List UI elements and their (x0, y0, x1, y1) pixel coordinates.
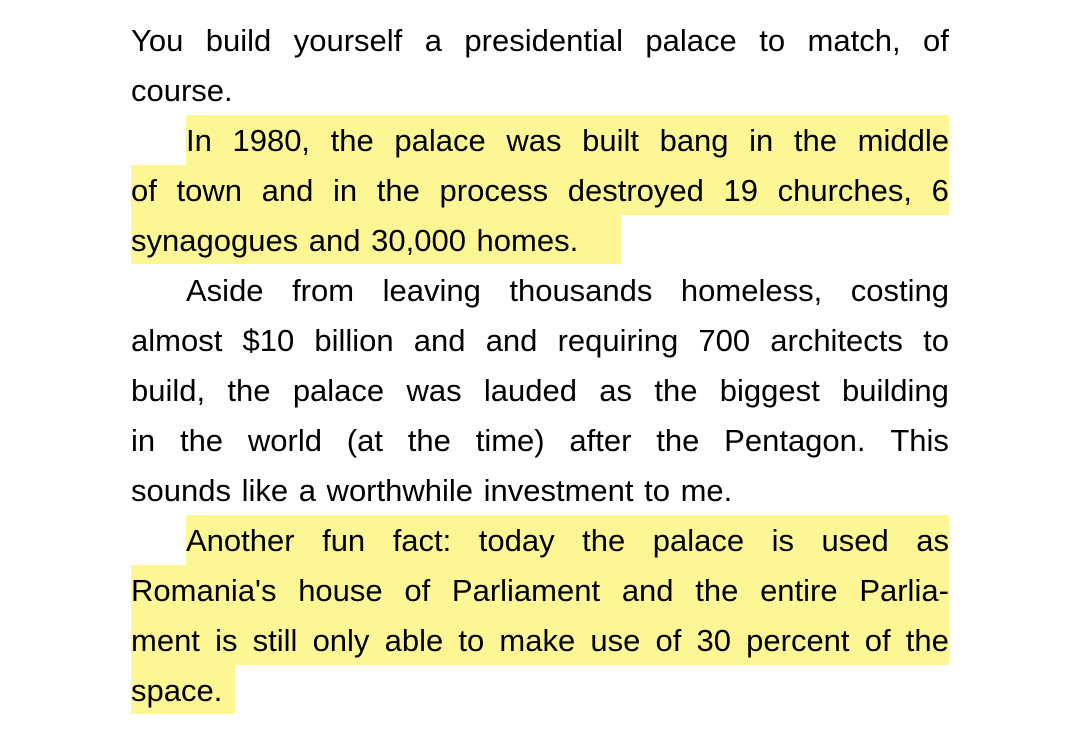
word: the (376, 173, 420, 208)
word: requiring (557, 323, 679, 358)
word: 6 (931, 173, 949, 208)
word: was (406, 373, 462, 408)
text-line (186, 266, 949, 316)
word: the (582, 523, 626, 558)
word: build (205, 23, 272, 58)
highlighted-text-line: synagogues and 30,000 homes. (131, 223, 579, 258)
word: ment (131, 623, 200, 658)
word: the (330, 123, 374, 158)
word: able (384, 623, 444, 658)
word: to (759, 23, 786, 58)
word: Aside (186, 273, 264, 308)
text-line: course. (131, 73, 233, 108)
word: $10 (242, 323, 295, 358)
word: the (654, 373, 698, 408)
word: build, (131, 373, 206, 408)
word: palace (394, 123, 486, 158)
word: world (247, 423, 322, 458)
word: still (252, 623, 298, 658)
word: the (905, 623, 949, 658)
word: built (582, 123, 639, 158)
word: This (890, 423, 949, 458)
word: 1980, (232, 123, 311, 158)
word: presidential (464, 23, 623, 58)
word: homeless, (680, 273, 823, 308)
word: In (186, 123, 212, 158)
word: 700 (698, 323, 751, 358)
highlighted-text-line (131, 166, 949, 216)
word: 19 (723, 173, 758, 208)
word: and (621, 573, 674, 608)
word: as (916, 523, 949, 558)
word: the (179, 423, 224, 458)
word: is (215, 623, 238, 658)
word: Pentagon. (724, 423, 866, 458)
word: (at (346, 423, 383, 458)
word: the (793, 123, 838, 158)
word: as (599, 373, 633, 408)
text-line (131, 416, 949, 466)
word: Another (186, 523, 295, 558)
word: biggest (719, 373, 820, 408)
text-line (131, 316, 949, 366)
highlighted-text-line (131, 616, 949, 666)
word: process (439, 173, 549, 208)
word: a (424, 23, 442, 58)
word: and (485, 323, 538, 358)
text-line (131, 366, 949, 416)
word: in (749, 123, 774, 158)
word: match, (807, 23, 901, 58)
word: thousands (509, 273, 653, 308)
word: Parliament (451, 573, 601, 608)
word: palace (292, 373, 385, 408)
text-line (131, 16, 949, 66)
word: leaving (382, 273, 481, 308)
highlighted-text-line (186, 116, 949, 166)
word: after (569, 423, 632, 458)
word: today (478, 523, 555, 558)
word: the (227, 373, 271, 408)
highlighted-text-line: space. (131, 673, 223, 708)
word: the (407, 423, 451, 458)
word: is (771, 523, 794, 558)
word: time) (475, 423, 545, 458)
word: and (413, 323, 466, 358)
word: almost (131, 323, 223, 358)
word: of (131, 173, 157, 208)
word: to (923, 323, 949, 358)
word: in (131, 423, 156, 458)
word: the (695, 573, 739, 608)
word: only (312, 623, 370, 658)
word: town (176, 173, 242, 208)
word: in (333, 173, 358, 208)
word: of (404, 573, 431, 608)
word: of (864, 623, 891, 658)
word: billion (314, 323, 394, 358)
word: to (458, 623, 485, 658)
word: fact: (392, 523, 452, 558)
word: churches, (777, 173, 913, 208)
word: entire (760, 573, 838, 608)
word: palace (645, 23, 737, 58)
word: and (261, 173, 314, 208)
word: lauded (483, 373, 577, 408)
word: palace (652, 523, 745, 558)
word: percent (746, 623, 850, 658)
word: make (499, 623, 576, 658)
word: yourself (293, 23, 403, 58)
word: You (131, 23, 184, 58)
word: house (298, 573, 383, 608)
highlighted-text-line (131, 566, 949, 616)
word: fun (322, 523, 366, 558)
word: costing (850, 273, 949, 308)
word: of (923, 23, 949, 58)
word: 30 (696, 623, 731, 658)
word: from (292, 273, 355, 308)
highlighted-text-line (186, 516, 949, 566)
word: architects (770, 323, 903, 358)
word: use (590, 623, 641, 658)
word: Romania's (131, 573, 277, 608)
word: Parlia- (859, 573, 949, 608)
text-line: sounds like a worthwhile investment to me. (131, 473, 733, 508)
word: was (506, 123, 562, 158)
word: destroyed (567, 173, 704, 208)
word: of (655, 623, 682, 658)
word: bang (659, 123, 729, 158)
word: middle (857, 123, 949, 158)
word: building (842, 373, 949, 408)
word: the (656, 423, 700, 458)
word: used (821, 523, 889, 558)
